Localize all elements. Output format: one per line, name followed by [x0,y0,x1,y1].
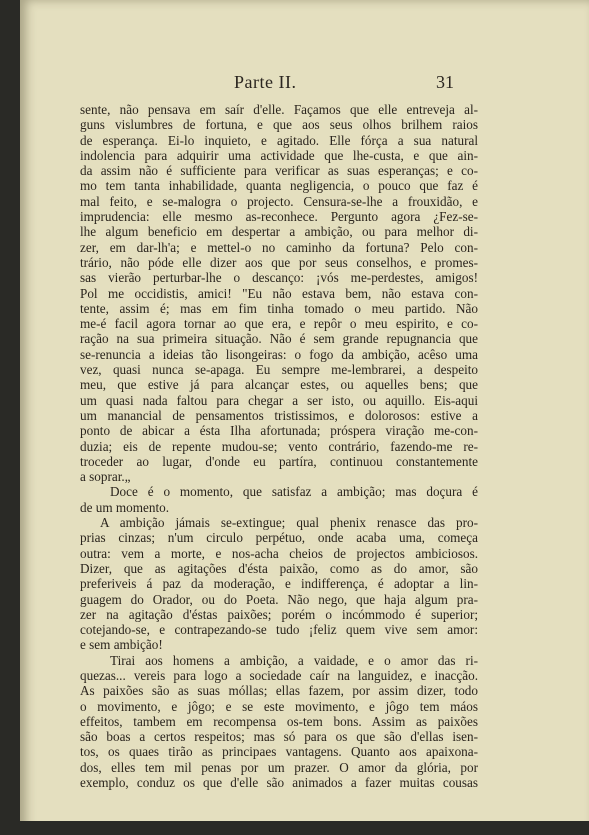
text-line: Doce é o momento, que satisfaz a ambição; mas doçura é [110,484,478,500]
text-line: ração na sua primeira situação. Não é sem grande repugnancia que [80,331,478,347]
text-line: quezas... vereis para logo a sociedade caír na languidez, e inacção. [80,667,478,683]
book-page [20,0,589,835]
text-line: dos, elles tem mil penas por um prazer. O amor da glória, por [80,759,478,775]
text-line: Dizer, que as agitações d'ésta paixão, como as do amor, são [80,560,478,576]
text-line: da assim não é sufficiente para verificar as suas esperanças; e co- [80,163,478,179]
text-line: troceder ao lugar, d'onde eu partíra, continuou constantemente [80,453,478,469]
text-line: vez, quasi nunca se-apaga. Eu sempre me-lembrarei, a despeito [80,362,478,378]
text-line: As paixões são as suas móllas; ellas fazem, por assim dizer, todo [80,683,478,699]
page-number: 31 [436,72,454,92]
text-line: tente, assim é; mas em fim tinha tomado o meu partido. Não [80,300,478,316]
text-line: e sem ambição! [80,637,163,653]
page-header [20,72,589,94]
text-line: indolencia para adquirir uma actividade que lhe-custa, e que ain- [80,147,478,163]
text-line: duzia; eis de repente mudou-se; vento contrário, fazendo-me re- [80,438,478,454]
text-line: guagem do Orador, ou do Poeta. Não nego, que haja algum pra- [80,591,478,607]
text-line: preferiveis á paz da moderação, e indifferença, é adoptar a lin- [80,576,478,592]
text-line: trário, não póde elle dizer aos que por seus conselhos, e promes- [80,254,478,270]
body-text [80,102,478,790]
text-line: de esperança. Ei-lo inquieto, e agitado. Elle fórça a sua natural [80,132,478,148]
text-line: são boas a certos respeitos; mas só para os que são d'ellas isen- [80,729,478,745]
text-line: cotejando-se, e contrapezando-se tudo ¡feliz quem vive sem amor: [80,622,478,638]
running-title: Parte II. [234,72,297,92]
text-line: mal feito, e se-malogra o projecto. Censura-se-lhe a frouxidão, e [80,193,478,209]
text-line: mo tem tanta inhabilidade, quanta negligencia, o pouco que faz é [80,178,478,194]
text-line: Pol me occidistis, amici! "Eu não estava bem, não estava con- [80,285,478,301]
text-line: sas vierão perturbar-lhe o descanço: ¡vós me-perdestes, amigos! [80,270,478,286]
text-line: Tirai aos homens a ambição, a vaidade, e o amor das ri- [110,652,478,668]
text-line: o movimento, e jôgo; e se este movimento, e jôgo tem máos [80,698,478,714]
scan-border [0,821,589,835]
text-line: um quasi nada faltou para chegar a ser isto, ou aquillo. Eis-aqui [80,392,478,408]
text-line: zer na agitação d'éstas paixões; porém o incómmodo é superior; [80,606,478,622]
text-line: meu, que estive já para alcançar estes, ou aquelles bens; que [80,377,478,393]
text-line: ponto de abicar a ésta Ilha afortunada; próspera viração me-con- [80,423,478,439]
text-line: zer, em dar-lh'a; e mettel-o no caminho da fortuna? Pelo con- [80,239,478,255]
text-line: me-é facil agora tornar ao que era, e repôr o meu espirito, e co- [80,316,478,332]
text-line: de um momento. [80,499,170,515]
text-line: outra: vem a morte, e nos-acha cheios de projectos ambiciosos. [80,545,478,561]
text-line: imprudencia: elle mesmo as-reconhece. Pergunto agora ¿Fez-se- [80,209,478,225]
text-line: a soprar.„ [80,469,131,485]
text-line: guns vislumbres de fortuna, e que aos seus olhos brilhem raios [80,117,478,133]
text-line: prias cinzas; n'um circulo perpétuo, onde acaba uma, começa [80,530,478,546]
text-line: se-renuncia a ideias tão lisongeiras: o fogo da ambição, acêso uma [80,346,478,362]
text-line: exemplo, conduz os que d'elle são animados a fazer muitas cousas [80,775,478,791]
text-line: A ambição jámais se-extingue; qual phenix renasce das pro- [100,515,478,531]
text-line: effeitos, tambem em recompensa os-tem bons. Assim as paixões [80,713,478,729]
text-line: lhe algum beneficio em despertar a ambição, ou para melhor di- [80,224,478,240]
text-line: sente, não pensava em saír d'elle. Façamos que elle entreveja al- [80,102,478,117]
text-line: tos, os quaes tirão as principaes vantagens. Quanto aos apaixona- [80,744,478,760]
text-line: um manancial de pensamentos tristissimos, e dolorosos: estive a [80,407,478,423]
